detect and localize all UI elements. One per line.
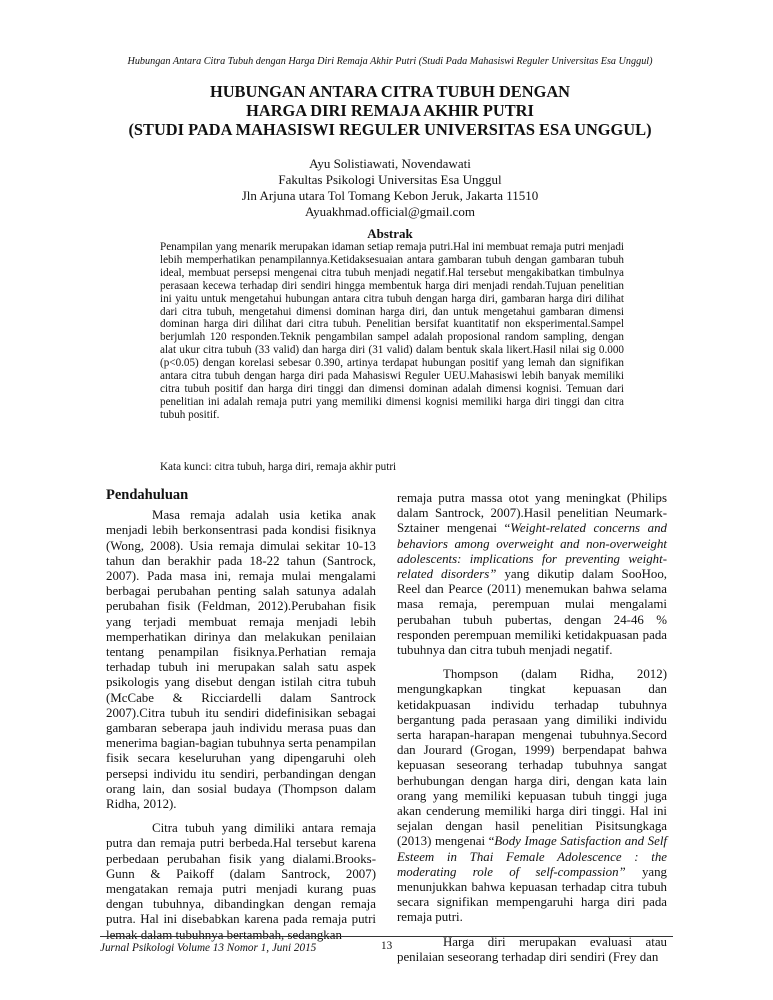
- right-p2-cited-title: Body Image Satisfaction and Self Esteem in Thai Female Adolescence : the moderating role of self-compassion”: [397, 834, 667, 879]
- abstract-body: Penampilan yang menarik merupakan idaman setiap remaja putri.Hal ini membuat remaja putri menjadi lebih memperhatikan penampilannya.Ketidaksesuaian antara gambaran tubuh dengan gambaran tubuh ideal, membuat persepsi mengenai citra tubuh menjadi negatif.Hal tersebut mengakibatkan timbulnya perasaan kecewa terhadap diri sendiri hingga membentuk harga diri menjadi rendah.Tujuan penelitian ini yaitu untuk mengetahui hubungan antara citra tubuh dengan harga diri, gambaran harga diri dilihat dari citra tubuh, mengetahui dimensi dominan harga diri, dan untuk mengetahui gambaran dimensi dominan harga diri dilihat dari citra tubuh. Penelitian bersifat kuantitatif non eksperimental.Sampel berjumlah 120 responden.Teknik pengambilan sampel adalah proposional random sampling, dengan alat ukur citra tubuh (33 valid) dan harga diri (31 valid) dalam bentuk skala likert.Hasil nilai sig 0.000 (p<0.05) dengan korelasi sebesar 0.390, artinya terdapat hubungan positif yang lemah dan signifikan antara citra tubuh dengan harga diri pada Mahasiswi Reguler UEU.Mahasiswi lebih banyak memiliki citra tubuh positif dan harga diri tinggi dan dimensi dominan adalah dimensi kognisi. Temuan dari penelitian ini adalah remaja putri yang memiliki dimensi kognisi memiliki harga diri tinggi dan citra tubuh positif.: [160, 241, 624, 421]
- right-paragraph-2: [397, 667, 667, 925]
- right-p1-text-a: remaja putra massa otot yang meningkat (Philips dalam Santrock, 2007).Hasil penelitian Neumark-Sztainer mengenai “: [397, 491, 667, 536]
- right-p2-text-b: yang menunjukkan bahwa kepuasan terhadap citra tubuh secara signifikan mempengaruhi harga diri pada remaja putri.: [397, 864, 667, 925]
- right-paragraph-3: Harga diri merupakan evaluasi atau penilaian seseorang terhadap diri sendiri (Frey dan: [397, 934, 667, 964]
- author-address: Jln Arjuna utara Tol Tomang Kebon Jeruk, Jakarta 11510: [241, 188, 539, 203]
- right-p2-text-a: Thompson (dalam Ridha, 2012) mengungkapkan tingkat kepuasan dan ketidakpuasan individu terhadap tubuhnya bergantung pada perasaan yang dimiliki individu serta harapan-harapan mengenai tubuhnya.Secord dan Jourard (Grogan, 1999) berpendapat bahwa kepuasan seseorang terhadap tubuhnya sangat berhubungan dengan harga diri, dengan kata lain orang yang memiliki kepuasan tubuh tinggi juga akan cenderung memiliki harga diri tinggi. Hal ini sejalan dengan hasil penelitian Pisitsungkaga (2013) mengenai “: [397, 667, 667, 849]
- left-column: [106, 488, 376, 952]
- paper-title: [100, 82, 680, 139]
- left-paragraph-2: Citra tubuh yang dimiliki antara remaja putra dan remaja putri berbeda.Hal tersebut karena perbedaan perubahan fisik yang dialami.Brooks-Gunn & Paikoff (dalam Santrock, 2007) mengatakan remaja putri menjadi kurang puas dengan tubuhnya, dibandingkan dengan remaja putra. Hal ini disebabkan karena pada remaja putri lemak dalam tubuhnya bertambah, sedangkan: [106, 821, 376, 942]
- right-paragraph-1: [397, 491, 667, 658]
- right-p1-text-b: yang dikutip dalam SooHoo, Reel dan Pearce (2011) menemukan bahwa selama masa remaja, perempuan mulai mengalami perubahan tubuh pubertas, dengan 24-46 % responden perempuan memiliki ketidakpuasan pada tubuhnya dan citra tubuh menjadi negatif.: [397, 567, 668, 658]
- running-header: Hubungan Antara Citra Tubuh dengan Harga Diri Remaja Akhir Putri (Studi Pada Mahasiswi Reguler Universitas Esa Unggul): [127, 56, 653, 67]
- title-line-1: HUBUNGAN ANTARA CITRA TUBUH DENGAN: [209, 82, 571, 101]
- left-paragraph-1: Masa remaja adalah usia ketika anak menjadi lebih berkonsentrasi pada kondisi fisiknya (Wong, 2008). Usia remaja dimulai sekitar 10-13 tahun dan berakhir pada 18-22 tahun (Santrock, 2007). Pada masa ini, remaja mulai mengalami berbagai perubahan penting salah satunya adalah perubahan fisik (Feldman, 2012).Perubahan fisik yang terjadi membuat remaja menjadi lebih memperhatikan dirinya dan melakukan penilaian tentang penampilan fisiknya.Perhatian remaja terhadap tubuh ini merupakan salah satu aspek psikologis yang disebut dengan istilah citra tubuh (McCabe & Ricciardelli dalam Santrock 2007).Citra tubuh itu sendiri didefinisikan sebagai gambaran seberapa jauh individu merasa puas dan menerima bagian-bagian tubuhnya serta penampilan fisik secara keseluruhan yang dipengaruhi oleh persepsi individu itu sendiri, perbandingan dengan orang lain, dan sosial budaya (Thompson dalam Ridha, 2012).: [106, 508, 376, 812]
- author-names: Ayu Solistiawati, Novendawati: [309, 156, 471, 171]
- right-column: [397, 491, 667, 974]
- page-number: 13: [381, 940, 393, 952]
- title-line-2: HARGA DIRI REMAJA AKHIR PUTRI: [246, 101, 534, 120]
- footer-rule: [100, 936, 673, 937]
- author-block: [150, 156, 630, 220]
- keywords: Kata kunci: citra tubuh, harga diri, remaja akhir putri: [160, 461, 397, 473]
- author-faculty: Fakultas Psikologi Universitas Esa Unggul: [278, 172, 502, 187]
- abstract-heading: Abstrak: [367, 226, 413, 241]
- author-email: Ayuakhmad.official@gmail.com: [304, 204, 476, 219]
- right-p1-cited-title: Weight-related concerns and behaviors among overweight and non-overweight adolescents: implications for preventing weight-related disorders”: [397, 521, 667, 582]
- title-line-3: (STUDI PADA MAHASISWI REGULER UNIVERSITAS ESA UNGGUL): [128, 120, 652, 139]
- footer-journal: Jurnal Psikologi Volume 13 Nomor 1, Juni 2015: [100, 942, 317, 954]
- section-heading-pendahuluan: Pendahuluan: [106, 487, 189, 503]
